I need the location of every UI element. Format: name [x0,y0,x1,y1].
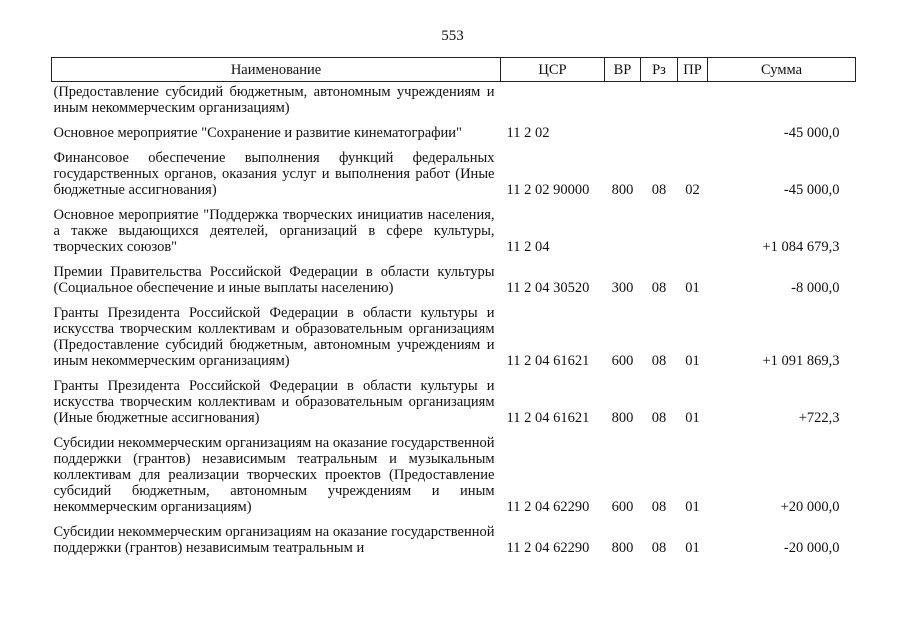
cell-vr: 600 [611,353,634,369]
cell-sum: +1 091 869,3 [762,353,840,369]
cell-pr: 01 [685,499,700,515]
cell-csr: 11 2 04 [506,239,550,255]
cell-csr: 11 2 04 30520 [506,280,590,296]
cell-pr: 01 [685,280,700,296]
cell-sum: +20 000,0 [780,499,840,515]
cell-vr: 600 [611,499,634,515]
table-row [52,82,856,126]
budget-table [51,57,856,565]
cell-pr: 01 [685,410,700,426]
cell-sum: +722,3 [798,410,840,426]
cell-name: Премии Правительства Российской Федерации в области культуры (Социальное обеспечение и иные выплаты населению) [53,264,495,296]
cell-sum: -20 000,0 [783,540,840,556]
cell-csr: 11 2 02 90000 [506,182,590,198]
cell-sum: -8 000,0 [791,280,840,296]
table-body [52,82,856,566]
cell-csr: 11 2 04 61621 [506,353,590,369]
cell-sum: -45 000,0 [783,182,840,198]
header-pr: ПР [678,58,708,82]
cell-name: Основное мероприятие "Сохранение и развитие кинематографии" [53,125,462,141]
table-row [52,207,856,264]
cell-name: Гранты Президента Российской Федерации в области культуры и искусства творческим коллективам и образовательным организациям (Предоставление субсидий бюджетным, автономным учреждениям и иным некоммерческим организациям) [53,305,495,369]
table-row [52,305,856,378]
cell-vr [605,82,641,126]
cell-rz [641,82,678,126]
cell-csr: 11 2 02 [506,125,550,141]
cell-name: Гранты Президента Российской Федерации в области культуры и искусства творческим коллективам и образовательным организациям (Иные бюджетные ассигнования) [53,378,495,426]
cell-rz: 08 [651,182,667,198]
cell-rz [641,125,678,150]
cell-pr [678,125,708,150]
cell-vr: 300 [611,280,634,296]
table-row [52,125,856,150]
cell-rz: 08 [651,280,667,296]
cell-name: Основное мероприятие "Поддержка творческих инициатив населения, а также выдающихся деятелей, организаций в сфере культуры, творческих союзов" [53,207,495,255]
cell-vr [605,207,641,264]
header-vr: ВР [605,58,641,82]
header-name: Наименование [52,58,501,82]
cell-vr: 800 [611,182,634,198]
cell-vr: 800 [611,540,634,556]
cell-pr: 02 [685,182,700,198]
cell-csr: 11 2 04 62290 [506,540,590,556]
cell-pr [678,207,708,264]
page-number: 553 [441,28,464,44]
cell-pr: 01 [685,353,700,369]
header-csr: ЦСР [501,58,605,82]
cell-pr: 01 [685,540,700,556]
cell-csr: 11 2 04 62290 [506,499,590,515]
cell-rz: 08 [651,499,667,515]
header-rz: Рз [641,58,678,82]
cell-name: Финансовое обеспечение выполнения функций федеральных государственных органов, оказания услуг и выполнения работ (Иные бюджетные ассигнования) [53,150,495,198]
cell-rz [641,207,678,264]
table-row [52,378,856,435]
cell-rz: 08 [651,410,667,426]
cell-rz: 08 [651,540,667,556]
table-row [52,435,856,524]
cell-csr: 11 2 04 61621 [506,410,590,426]
table-row [52,264,856,305]
cell-name: (Предоставление субсидий бюджетным, автономным учреждениям и иным некоммерческим организациям) [53,84,495,116]
cell-vr: 800 [611,410,634,426]
cell-csr [501,82,605,126]
cell-name: Субсидии некоммерческим организациям на оказание государственной поддержки (грантов) независимым театральным и [53,524,495,556]
cell-name: Субсидии некоммерческим организациям на оказание государственной поддержки (грантов) независимым театральным и музыкальным коллективам для реализации творческих проектов (Предоставление субсидий бюджетным, автономным учреждениям и иным некоммерческим организациям) [53,435,495,515]
table-row [52,150,856,207]
cell-vr [605,125,641,150]
cell-pr [678,82,708,126]
table-row [52,524,856,565]
cell-rz: 08 [651,353,667,369]
cell-sum: -45 000,0 [783,125,840,141]
cell-sum: +1 084 679,3 [762,239,840,255]
table-header [52,58,856,82]
cell-sum [708,82,856,126]
header-sum: Сумма [708,58,856,82]
